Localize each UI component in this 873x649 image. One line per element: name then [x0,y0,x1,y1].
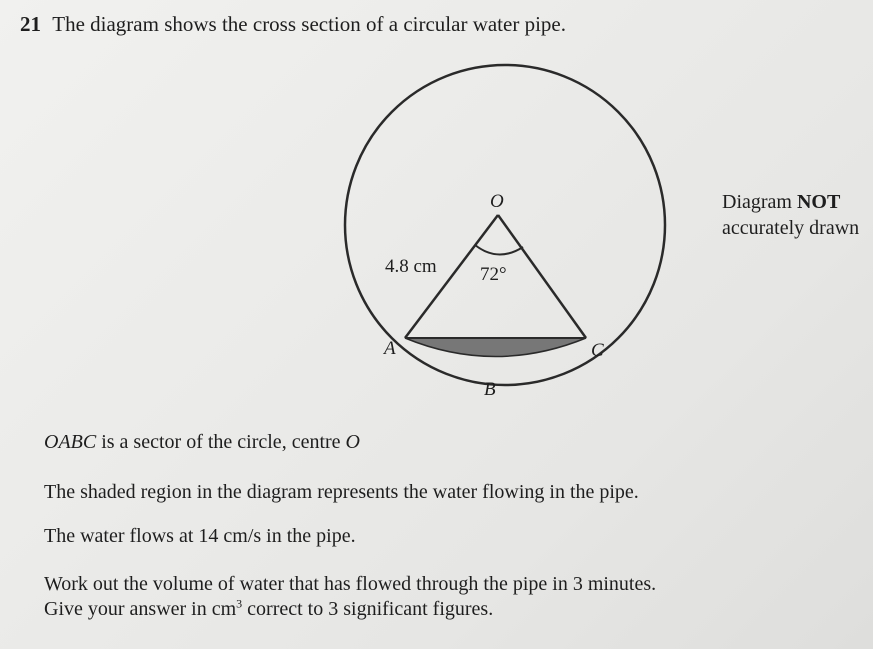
diagram-note [722,189,859,241]
diagram-note-line2: accurately drawn [722,217,860,239]
answer-unit-power: 3 [236,596,243,611]
shaded-statement: The shaded region in the diagram represents the water flowing in the pipe. [44,481,639,503]
label-c: C [591,340,604,361]
angle-arc [475,245,523,255]
centre-label: O [345,431,360,453]
flow-statement: The water flows at 14 cm/s in the pipe. [44,525,356,547]
diagram-note-line1: Diagram NOT [722,191,841,213]
radius-oc [498,215,586,338]
answer-unit: cm [211,598,237,620]
answer-instruction: Give your answer in $cm^3$ correct to 3 significant figures. [44,596,494,620]
radius-label: 4.8 cm [385,256,437,277]
label-a: A [384,338,396,359]
sector-name: OABC [44,431,97,453]
sector-statement: OABC is a sector of the circle, centre O [44,431,360,453]
work-instruction: Work out the volume of water that has flowed through the pipe in 3 minutes. [44,573,657,595]
label-o: O [490,191,504,212]
question-number: 21 [20,12,41,36]
question-intro: The diagram shows the cross section of a circular water pipe. [52,12,566,36]
shaded-water-region [405,338,586,357]
angle-label: 72° [480,264,507,285]
label-b: B [484,379,496,400]
